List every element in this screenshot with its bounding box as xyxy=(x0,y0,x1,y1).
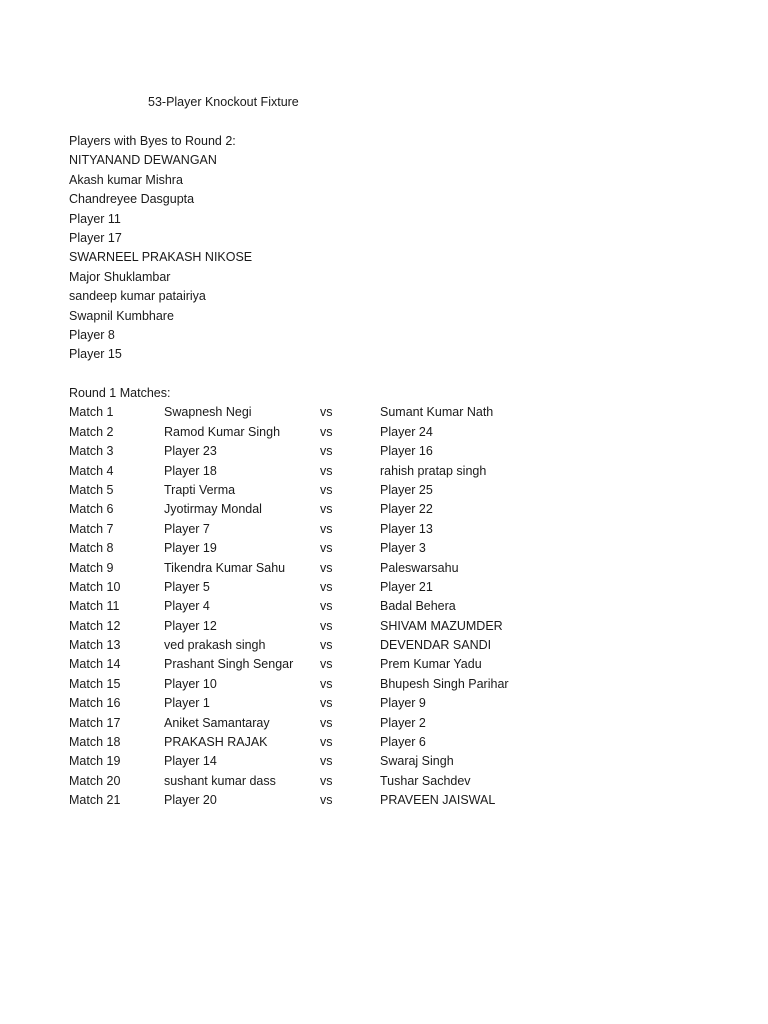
match-player2: Player 21 xyxy=(380,579,433,594)
byes-list xyxy=(69,151,252,364)
match-row xyxy=(69,675,629,694)
match-number: Match 16 xyxy=(69,696,121,711)
match-number: Match 2 xyxy=(69,424,114,439)
match-player2: Player 25 xyxy=(380,482,433,497)
match-player2: Paleswarsahu xyxy=(380,560,459,575)
match-player1: Player 10 xyxy=(164,676,217,691)
match-vs-label: vs xyxy=(320,424,333,439)
match-player2: Prem Kumar Yadu xyxy=(380,657,482,672)
match-vs-label: vs xyxy=(320,793,333,808)
match-player1: Swapnesh Negi xyxy=(164,405,252,420)
match-number: Match 6 xyxy=(69,502,114,517)
match-player1: Jyotirmay Mondal xyxy=(164,502,262,517)
match-vs-label: vs xyxy=(320,405,333,420)
match-player2: Badal Behera xyxy=(380,599,456,614)
match-number: Match 8 xyxy=(69,541,114,556)
match-player2: Player 16 xyxy=(380,444,433,459)
match-row xyxy=(69,442,629,461)
match-row xyxy=(69,694,629,713)
match-number: Match 17 xyxy=(69,715,121,730)
match-row xyxy=(69,772,629,791)
match-row xyxy=(69,597,629,616)
match-player1: Player 23 xyxy=(164,444,217,459)
match-row xyxy=(69,752,629,771)
match-player1: Player 12 xyxy=(164,618,217,633)
byes-section xyxy=(69,132,252,365)
bye-player-item: Chandreyee Dasgupta xyxy=(69,192,195,207)
match-player2: DEVENDAR SANDI xyxy=(380,638,492,653)
match-player1: Tikendra Kumar Sahu xyxy=(164,560,286,575)
match-player2: SHIVAM MAZUMDER xyxy=(380,618,503,633)
match-player2: Player 2 xyxy=(380,715,426,730)
match-vs-label: vs xyxy=(320,676,333,691)
byes-heading: Players with Byes to Round 2: xyxy=(69,134,236,148)
match-number: Match 21 xyxy=(69,793,121,808)
match-number: Match 7 xyxy=(69,521,114,536)
bye-player-item: sandeep kumar patairiya xyxy=(69,289,206,304)
match-player2: Player 22 xyxy=(380,502,433,517)
bye-player-item: Player 11 xyxy=(69,211,121,226)
match-row xyxy=(69,578,629,597)
bye-player-item: Swapnil Kumbhare xyxy=(69,308,174,323)
match-vs-label: vs xyxy=(320,754,333,769)
match-player1: Player 4 xyxy=(164,599,210,614)
match-row xyxy=(69,462,629,481)
match-number: Match 5 xyxy=(69,482,114,497)
match-player1: Player 14 xyxy=(164,754,217,769)
match-player1: Player 18 xyxy=(164,463,217,478)
match-player2: Sumant Kumar Nath xyxy=(380,405,494,420)
match-player1: ved prakash singh xyxy=(164,638,266,653)
match-row xyxy=(69,559,629,578)
match-player2: Tushar Sachdev xyxy=(380,773,471,788)
match-player2: Bhupesh Singh Parihar xyxy=(380,676,509,691)
match-vs-label: vs xyxy=(320,657,333,672)
page-title: 53-Player Knockout Fixture xyxy=(148,95,299,109)
round1-heading: Round 1 Matches: xyxy=(69,386,171,400)
match-vs-label: vs xyxy=(320,696,333,711)
bye-player-item: SWARNEEL PRAKASH NIKOSE xyxy=(69,250,253,265)
match-row xyxy=(69,403,629,422)
match-vs-label: vs xyxy=(320,715,333,730)
match-number: Match 9 xyxy=(69,560,114,575)
match-number: Match 15 xyxy=(69,676,121,691)
match-player1: sushant kumar dass xyxy=(164,773,276,788)
match-player2: Player 9 xyxy=(380,696,426,711)
match-player1: Prashant Singh Sengar xyxy=(164,657,294,672)
bye-player-item: Major Shuklambar xyxy=(69,269,171,284)
match-vs-label: vs xyxy=(320,579,333,594)
match-player1: Player 1 xyxy=(164,696,210,711)
match-vs-label: vs xyxy=(320,463,333,478)
bye-player-item: NITYANAND DEWANGAN xyxy=(69,153,217,168)
match-number: Match 20 xyxy=(69,773,121,788)
match-vs-label: vs xyxy=(320,521,333,536)
bye-player-item: Player 17 xyxy=(69,230,122,245)
match-number: Match 4 xyxy=(69,463,114,478)
match-number: Match 14 xyxy=(69,657,121,672)
match-player2: Player 3 xyxy=(380,541,426,556)
match-number: Match 18 xyxy=(69,735,121,750)
match-number: Match 3 xyxy=(69,444,114,459)
match-player2: Player 6 xyxy=(380,735,426,750)
match-row xyxy=(69,636,629,655)
round1-section xyxy=(69,384,629,811)
match-player2: rahish pratap singh xyxy=(380,463,487,478)
match-list xyxy=(69,403,629,810)
match-player2: Player 13 xyxy=(380,521,433,536)
match-row xyxy=(69,481,629,500)
match-row xyxy=(69,655,629,674)
match-player1: Player 19 xyxy=(164,541,217,556)
bye-player-item: Player 8 xyxy=(69,327,115,342)
match-row xyxy=(69,791,629,810)
match-number: Match 13 xyxy=(69,638,121,653)
match-vs-label: vs xyxy=(320,482,333,497)
match-vs-label: vs xyxy=(320,773,333,788)
match-vs-label: vs xyxy=(320,638,333,653)
match-vs-label: vs xyxy=(320,502,333,517)
match-player1: Player 7 xyxy=(164,521,210,536)
match-player1: Player 20 xyxy=(164,793,217,808)
match-vs-label: vs xyxy=(320,541,333,556)
match-row xyxy=(69,539,629,558)
match-player1: Player 5 xyxy=(164,579,210,594)
match-player1: PRAKASH RAJAK xyxy=(164,735,268,750)
match-row xyxy=(69,500,629,519)
match-row xyxy=(69,423,629,442)
match-player2: PRAVEEN JAISWAL xyxy=(380,793,496,808)
match-vs-label: vs xyxy=(320,560,333,575)
match-vs-label: vs xyxy=(320,444,333,459)
match-player2: Swaraj Singh xyxy=(380,754,454,769)
match-vs-label: vs xyxy=(320,618,333,633)
match-number: Match 1 xyxy=(69,405,114,420)
bye-player-item: Akash kumar Mishra xyxy=(69,172,183,187)
match-vs-label: vs xyxy=(320,735,333,750)
match-player1: Trapti Verma xyxy=(164,482,236,497)
match-row xyxy=(69,520,629,539)
match-vs-label: vs xyxy=(320,599,333,614)
bye-player-item: Player 15 xyxy=(69,347,122,362)
match-number: Match 10 xyxy=(69,579,121,594)
match-row xyxy=(69,714,629,733)
match-player2: Player 24 xyxy=(380,424,433,439)
match-number: Match 12 xyxy=(69,618,121,633)
match-number: Match 11 xyxy=(69,599,120,614)
match-row xyxy=(69,733,629,752)
match-player1: Aniket Samantaray xyxy=(164,715,270,730)
match-player1: Ramod Kumar Singh xyxy=(164,424,281,439)
match-row xyxy=(69,617,629,636)
match-number: Match 19 xyxy=(69,754,121,769)
